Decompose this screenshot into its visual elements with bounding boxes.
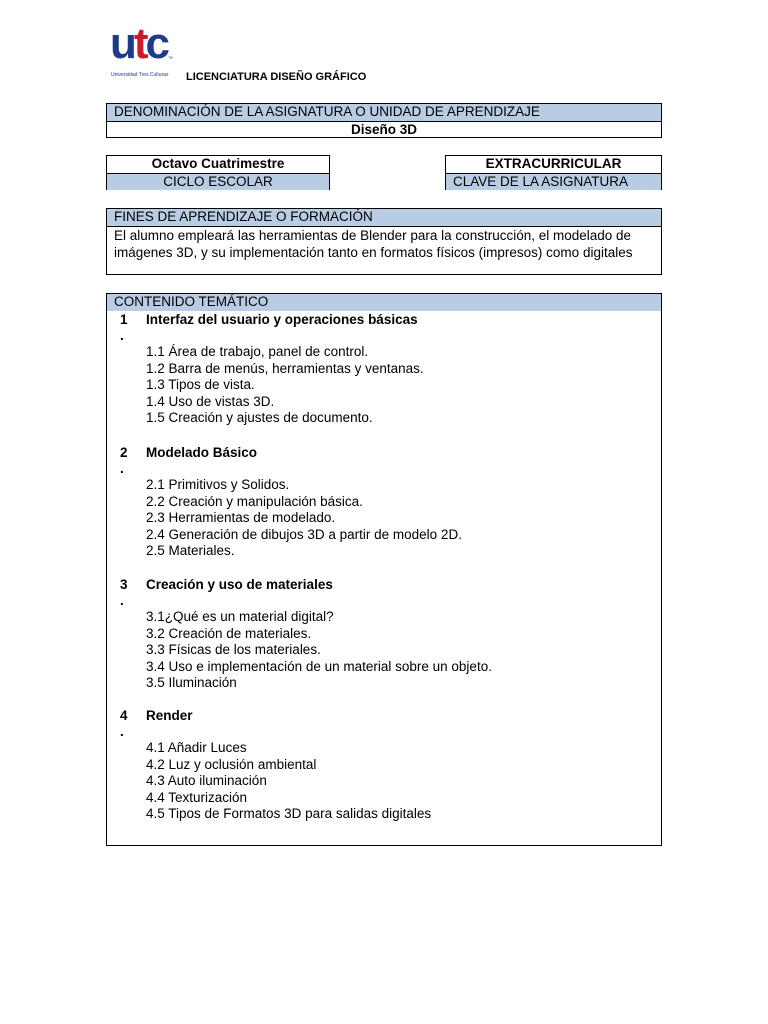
goals-box <box>106 208 662 275</box>
topic-item: 4.5 Tipos de Formatos 3D para salidas digitales <box>146 806 432 822</box>
unit-dot: . <box>120 593 124 608</box>
topic-item: 3.4 Uso e implementación de un material sobre un objeto. <box>146 658 492 674</box>
topic-item: 1.5 Creación y ajustes de documento. <box>146 410 373 426</box>
unit-title: Creación y uso de materiales <box>146 577 333 592</box>
topic-item: 3.2 Creación de materiales. <box>146 625 312 641</box>
topic-item: 3.1¿Qué es un material digital? <box>146 609 334 624</box>
topic-item: 2.1 Primitivos y Solidos. <box>146 477 290 492</box>
goals-header: FINES DE APRENDIZAJE O FORMACIÓN <box>107 209 661 226</box>
topic-item: 1.3 Tipos de vista. <box>146 377 255 393</box>
topic-list <box>146 609 492 692</box>
subject-name: Diseño 3D <box>107 121 661 138</box>
topic-item: 1.2 Barra de menús, herramientas y ventanas. <box>146 360 424 376</box>
topic-item: 4.2 Luz y oclusión ambiental <box>146 756 317 772</box>
content-box <box>106 293 662 846</box>
cycle-value: Octavo Cuatrimestre <box>151 156 285 171</box>
cycle-box <box>106 155 330 190</box>
topic-item: 4.4 Texturización <box>146 789 248 805</box>
unit-title: Render <box>146 708 193 723</box>
code-value: EXTRACURRICULAR <box>485 156 622 171</box>
unit-number: 1 <box>120 312 128 327</box>
subject-header: DENOMINACIÓN DE LA ASIGNATURA O UNIDAD DE APRENDIZAJE <box>107 104 661 121</box>
university-logo: utc ™ Universidad Tres Culturas <box>110 19 173 78</box>
topic-list <box>146 344 424 427</box>
unit-number: 4 <box>120 708 128 723</box>
topic-list <box>146 477 462 560</box>
code-label: CLAVE DE LA ASIGNATURA <box>446 173 661 190</box>
topic-item: 2.4 Generación de dibujos 3D a partir de modelo 2D. <box>146 526 462 542</box>
cycle-label: CICLO ESCOLAR <box>107 173 329 190</box>
topic-item: 4.3 Auto iluminación <box>146 773 267 789</box>
topic-list <box>146 740 431 823</box>
unit-title: Modelado Básico <box>146 445 258 460</box>
topic-item: 2.3 Herramientas de modelado. <box>146 510 336 526</box>
topic-item: 2.5 Materiales. <box>146 543 235 559</box>
topic-item: 3.3 Físicas de los materiales. <box>146 642 321 658</box>
topic-item: 2.2 Creación y manipulación básica. <box>146 493 363 509</box>
unit-number: 3 <box>120 577 128 592</box>
subject-box <box>106 103 662 138</box>
code-box <box>445 155 662 190</box>
program-title: LICENCIATURA DISEÑO GRÁFICO <box>186 71 367 83</box>
unit-dot: . <box>120 724 124 739</box>
content-header: CONTENIDO TEMÁTICO <box>107 294 661 311</box>
unit-dot: . <box>120 461 124 476</box>
topic-item: 3.5 Iluminación <box>146 675 237 691</box>
logo-subtitle: Universidad Tres Culturas <box>111 72 169 78</box>
unit-number: 2 <box>120 445 128 460</box>
logo-wordmark: utc <box>110 19 168 68</box>
topic-item: 1.4 Uso de vistas 3D. <box>146 393 275 409</box>
topic-item: 1.1 Área de trabajo, panel de control. <box>146 344 369 359</box>
unit-title: Interfaz del usuario y operaciones básicas <box>146 312 418 327</box>
goals-text: El alumno empleará las herramientas de Blender para la construcción, el modelado de imágenes 3D, y su implementación tanto en formatos físicos (impresos) como digitales <box>107 226 661 262</box>
topic-item: 4.1 Añadir Luces <box>146 740 247 755</box>
unit-dot: . <box>120 328 124 343</box>
